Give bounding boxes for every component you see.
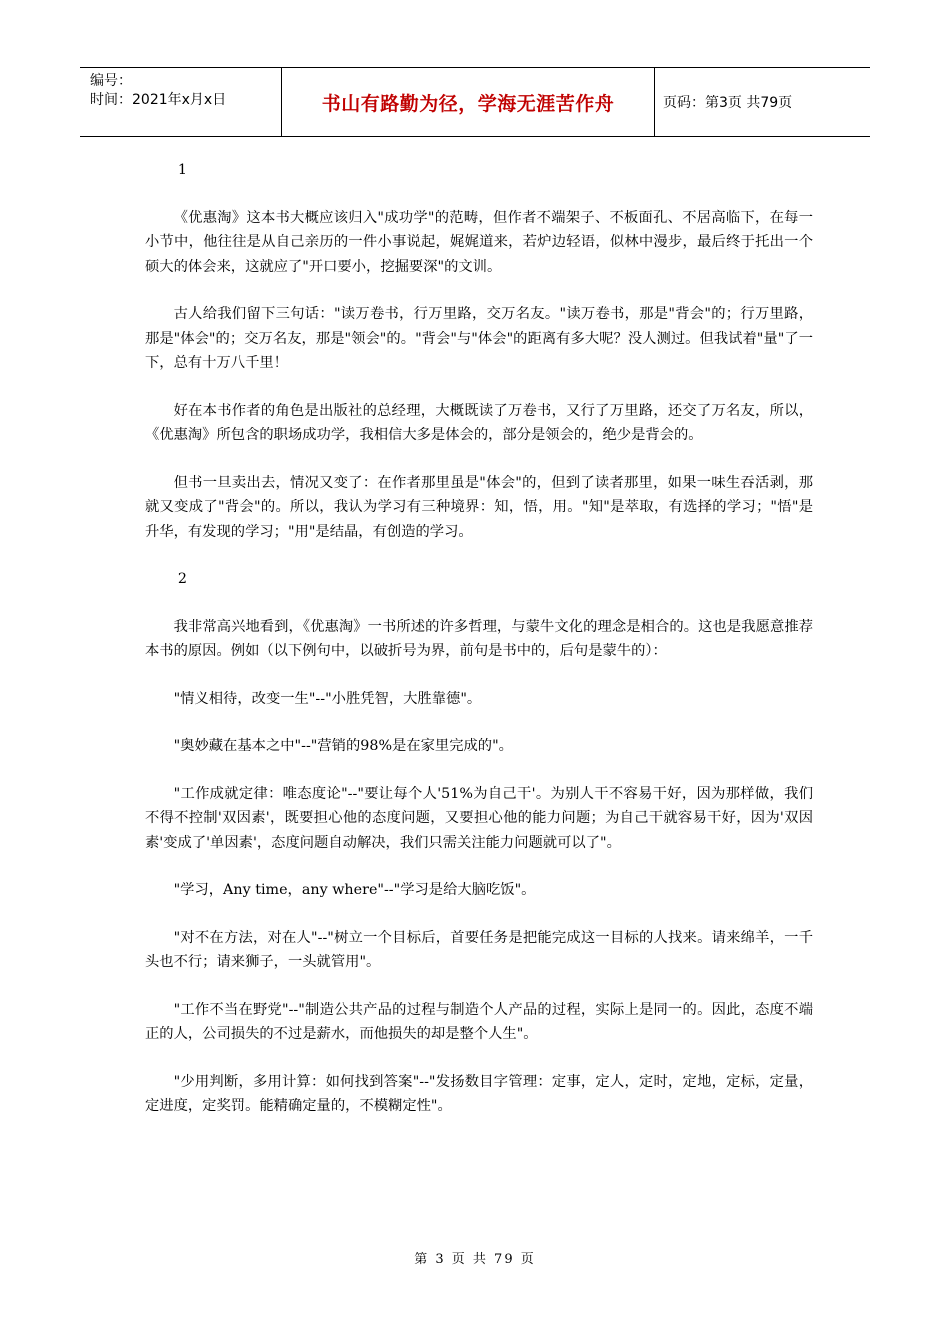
paragraph: "学习，Any time，any where"--"学习是给大脑吃饭"。 [173, 882, 536, 898]
paragraph: 我非常高兴地看到，《优惠淘》一书所述的许多哲理，与蒙牛文化的理念是相合的。这也是我愿意推荐本书的原因。例如（以下例句中，以破折号为界，前句是书中的，后句是蒙牛的）： [145, 618, 813, 659]
document-body [145, 158, 813, 1142]
paragraph: 古人给我们留下三句话："读万卷书，行万里路，交万名友。"读万卷书，那是"背会"的；行万里路，那是"体会"的；交万名友，那是"领会"的。"背会"与"体会"的距离有多大呢？没人测过。但我试着"量"了一下，总有十万八千里！ [145, 306, 813, 371]
page-footer: 第 3 页 共 79 页 [414, 1252, 536, 1267]
paragraph: "工作成就定律：唯态度论"--"要让每个人'51%为自己干'。为别人干不容易干好，因为那样做，我们不得不控制'双因素'，既要担心他的态度问题，又要担心他的能力问题；为自己干就容易干好，因为'双因素'变成了'单因素'，态度问题自动解决，我们只需关注能力问题就可以了"。 [145, 785, 813, 851]
paragraph: 《优惠淘》这本书大概应该归入"成功学"的范畴，但作者不端架子、不板面孔、不居高临下，在每一小节中，他往往是从自己亲历的一件小事说起，娓娓道来，若炉边轻语，似林中漫步，最后终于托出一个硕大的体会来，这就应了"开口要小，挖掘要深"的文训。 [145, 209, 813, 275]
paragraph: "工作不当在野党"--"制造公共产品的过程与制造个人产品的过程，实际上是同一的。因此，态度不端正的人，公司损失的不过是薪水，而他损失的却是整个人生"。 [145, 1001, 813, 1042]
header-page-number: 页码：第3页 共79页 [663, 95, 793, 111]
paragraph: 好在本书作者的角色是出版社的总经理，大概既读了万卷书，又行了万里路，还交了万名友，所以，《优惠淘》所包含的职场成功学，我相信大多是体会的，部分是领会的，绝少是背会的。 [145, 402, 813, 443]
paragraph: "少用判断，多用计算：如何找到答案"--"发扬数目字管理：定事，定人，定时，定地，定标，定量，定进度，定奖罚。能精确定量的，不模糊定性"。 [145, 1073, 813, 1114]
section-number: 1 [177, 162, 187, 178]
paragraph: "情义相待，改变一生"--"小胜凭智，大胜靠德"。 [173, 690, 482, 707]
header-meta [80, 68, 282, 136]
paragraph: "奥妙藏在基本之中"--"营销的98%是在家里完成的"。 [173, 738, 513, 754]
date-label: 时间：2021年x月x日 [90, 92, 227, 108]
paragraph: 但书一旦卖出去，情况又变了：在作者那里虽是"体会"的，但到了读者那里，如果一味生吞活剥，那就又变成了"背会"的。所以，我认为学习有三种境界：知，悟，用。"知"是萃取，有选择的学习；"悟"是升华，有发现的学习；"用"是结晶，有创造的学习。 [145, 474, 813, 540]
header-motto: 书山有路勤为径，学海无涯苦作舟 [282, 68, 655, 136]
section-number: 2 [177, 571, 187, 587]
page-header [80, 67, 870, 137]
document-number-label: 编号： [90, 73, 132, 89]
paragraph: "对不在方法，对在人"--"树立一个目标后，首要任务是把能完成这一目标的人找来。请来绵羊，一千头也不行；请来狮子，一头就管用"。 [145, 929, 813, 970]
